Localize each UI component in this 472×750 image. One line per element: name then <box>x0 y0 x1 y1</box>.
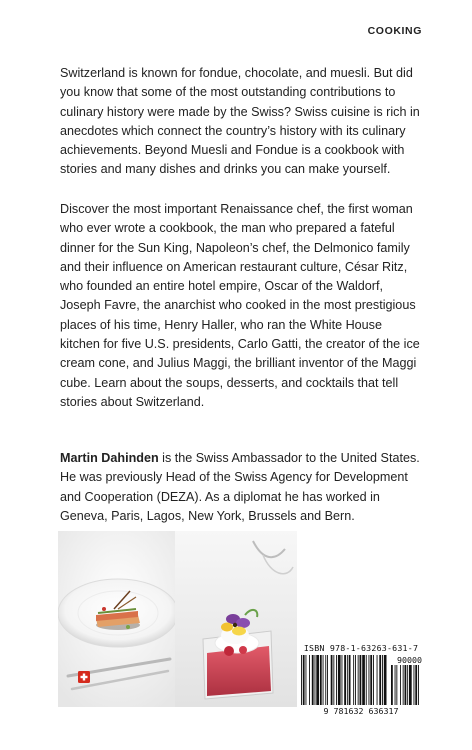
description-paragraph-1: Switzerland is known for fondue, chocolate, and muesli. But did you know that some of the most outstanding contributions to culinary history were made by the Swiss? Swiss cuisine is rich in anecdotes which connect the country’s history with its culinary achievements. Beyond Muesli and Fondue is a cookbook with stories and many dishes and drinks you can make yourself. <box>60 66 420 177</box>
author-bio <box>60 449 425 526</box>
ean-number: 9 781632 636317 <box>323 706 399 716</box>
dessert-photo <box>175 531 297 707</box>
description-paragraph-2: Discover the most important Renaissance chef, the first woman who ever wrote a cookbook, the man who prepared a fateful dinner for the Sun King, Napoleon’s chef, the Delmonico family and their influence on American restaurant culture, César Ritz, who founded an entire hotel empire, Oscar of the Waldorf, Joseph Favre, the anarchist who cooked in the most prestigious places of his time, Henry Haller, who ran the White House kitchen for five U.S. presidents, Carlo Gatti, the creator of the ice cream cone, and Julius Maggi, the brilliant inventor of the Maggi cube. Learn about the soups, desserts, and cocktails that tell stories about Switzerland. <box>60 202 420 409</box>
category-label: COOKING <box>367 25 422 37</box>
dish-photo <box>58 531 180 707</box>
author-name: Martin Dahinden <box>60 451 159 465</box>
price-code: 90000 <box>397 655 422 665</box>
author-bio-text: is the Swiss Ambassador to the United States. He was previously Head of the Swiss Agency for Development and Cooperation (DEZA). As a diplomat he has worked in Geneva, Paris, Lagos, New York, Brussels and Bern. <box>60 451 420 523</box>
isbn-label: ISBN 978-1-63263-631-7 <box>303 643 419 653</box>
barcode-bars <box>299 655 423 707</box>
isbn-barcode <box>299 643 423 715</box>
